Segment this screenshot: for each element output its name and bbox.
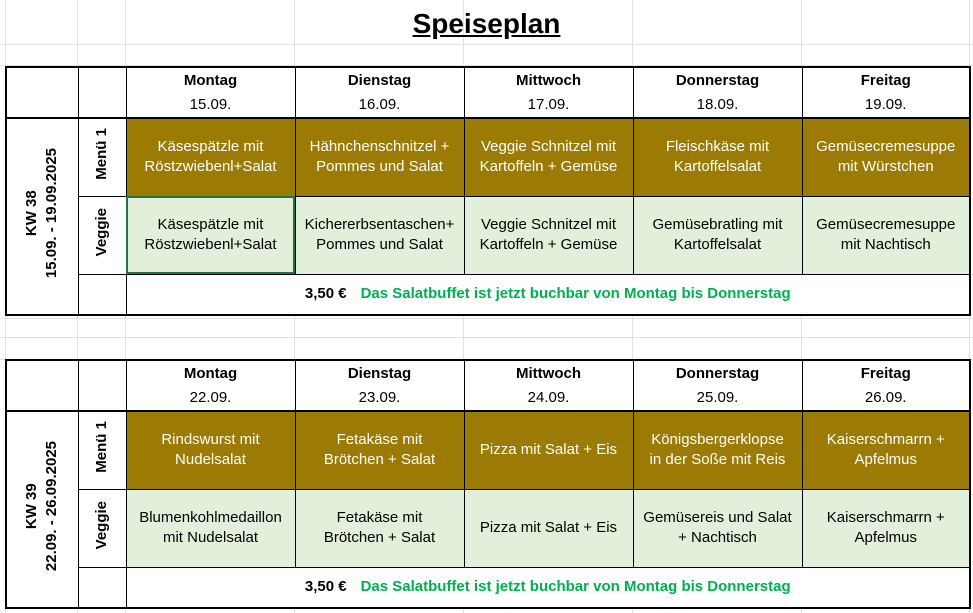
day-date: 25.09. bbox=[633, 386, 802, 411]
day-name: Dienstag bbox=[295, 360, 464, 386]
salad-note-row bbox=[126, 567, 970, 608]
day-date: 24.09. bbox=[464, 386, 633, 411]
row-label-menu-cell bbox=[78, 411, 126, 489]
row-label-veggie-cell bbox=[78, 196, 126, 274]
day-name: Freitag bbox=[802, 67, 970, 93]
row-label-veggie: Veggie bbox=[93, 500, 110, 550]
salad-buffet-note: Das Salatbuffet ist jetzt buchbar von Montag bis Donnerstag bbox=[360, 578, 791, 596]
row-label-menu: Menü 1 bbox=[93, 128, 110, 181]
day-name: Mittwoch bbox=[464, 67, 633, 93]
week-label bbox=[22, 441, 62, 571]
veggie-item[interactable]: Blumenkohlmedaillon mit Nudelsalat bbox=[126, 489, 295, 567]
day-date: 22.09. bbox=[126, 386, 295, 411]
day-date: 16.09. bbox=[295, 93, 464, 118]
day-name: Mittwoch bbox=[464, 360, 633, 386]
price: 3,50 € bbox=[304, 578, 347, 596]
salad-note-row bbox=[126, 274, 970, 315]
day-name: Freitag bbox=[802, 360, 970, 386]
footer-empty-cell bbox=[78, 567, 126, 608]
day-name: Montag bbox=[126, 67, 295, 93]
day-name: Dienstag bbox=[295, 67, 464, 93]
row-label-menu-cell bbox=[78, 118, 126, 196]
day-date: 15.09. bbox=[126, 93, 295, 118]
row-label-veggie: Veggie bbox=[93, 207, 110, 257]
header-empty-cell bbox=[78, 360, 126, 411]
menu-item[interactable]: Fetakäse mit Brötchen + Salat bbox=[295, 411, 464, 489]
menu-item[interactable]: Käsespätzle mit Röstzwiebenl+Salat bbox=[126, 118, 295, 196]
day-date: 26.09. bbox=[802, 386, 970, 411]
week-number: KW 39 bbox=[23, 483, 41, 530]
week-number: KW 38 bbox=[23, 190, 41, 237]
week-label-cell bbox=[6, 411, 78, 608]
header-empty-cell bbox=[78, 67, 126, 118]
week-label bbox=[22, 148, 62, 278]
veggie-item[interactable]: Gemüsebratling mit Kartoffelsalat bbox=[633, 196, 802, 274]
veggie-item[interactable]: Gemüsereis und Salat + Nachtisch bbox=[633, 489, 802, 567]
menu-item[interactable]: Hähnchenschnitzel + Pommes und Salat bbox=[295, 118, 464, 196]
day-date: 18.09. bbox=[633, 93, 802, 118]
day-name: Donnerstag bbox=[633, 360, 802, 386]
price: 3,50 € bbox=[304, 285, 347, 303]
footer-empty-cell bbox=[78, 274, 126, 315]
day-name: Donnerstag bbox=[633, 67, 802, 93]
page-title: Speiseplan bbox=[412, 8, 561, 39]
menu-item[interactable]: Kaiserschmarrn + Apfelmus bbox=[802, 411, 970, 489]
header-empty-cell bbox=[6, 67, 78, 118]
menu-item[interactable]: Rindswurst mit Nudelsalat bbox=[126, 411, 295, 489]
veggie-item[interactable]: Kichererbsentaschen+ Pommes und Salat bbox=[295, 196, 464, 274]
row-label-menu: Menü 1 bbox=[93, 421, 110, 474]
veggie-item[interactable]: Gemüsecremesuppe mit Nachtisch bbox=[802, 196, 970, 274]
day-date: 19.09. bbox=[802, 93, 970, 118]
menu-item[interactable]: Gemüsecremesuppe mit Würstchen bbox=[802, 118, 970, 196]
week-table-kw39 bbox=[5, 359, 971, 609]
veggie-item[interactable]: Veggie Schnitzel mit Kartoffeln + Gemüse bbox=[464, 196, 633, 274]
day-name: Montag bbox=[126, 360, 295, 386]
veggie-item[interactable]: Kaiserschmarrn + Apfelmus bbox=[802, 489, 970, 567]
menu-item[interactable]: Fleischkäse mit Kartoffelsalat bbox=[633, 118, 802, 196]
row-label-veggie-cell bbox=[78, 489, 126, 567]
week-range: 22.09. - 26.09.2025 bbox=[43, 441, 61, 572]
veggie-item[interactable]: Fetakäse mit Brötchen + Salat bbox=[295, 489, 464, 567]
salad-buffet-note: Das Salatbuffet ist jetzt buchbar von Montag bis Donnerstag bbox=[360, 285, 791, 303]
menu-item[interactable]: Pizza mit Salat + Eis bbox=[464, 411, 633, 489]
day-date: 23.09. bbox=[295, 386, 464, 411]
week-range: 15.09. - 19.09.2025 bbox=[43, 148, 61, 279]
menu-item[interactable]: Veggie Schnitzel mit Kartoffeln + Gemüse bbox=[464, 118, 633, 196]
week-table-kw38 bbox=[5, 66, 971, 316]
menu-item[interactable]: Königsbergerklopse in der Soße mit Reis bbox=[633, 411, 802, 489]
week-label-cell bbox=[6, 118, 78, 315]
header-empty-cell bbox=[6, 360, 78, 411]
veggie-item[interactable]: Käsespätzle mit Röstzwiebenl+Salat bbox=[126, 196, 295, 274]
veggie-item[interactable]: Pizza mit Salat + Eis bbox=[464, 489, 633, 567]
day-date: 17.09. bbox=[464, 93, 633, 118]
